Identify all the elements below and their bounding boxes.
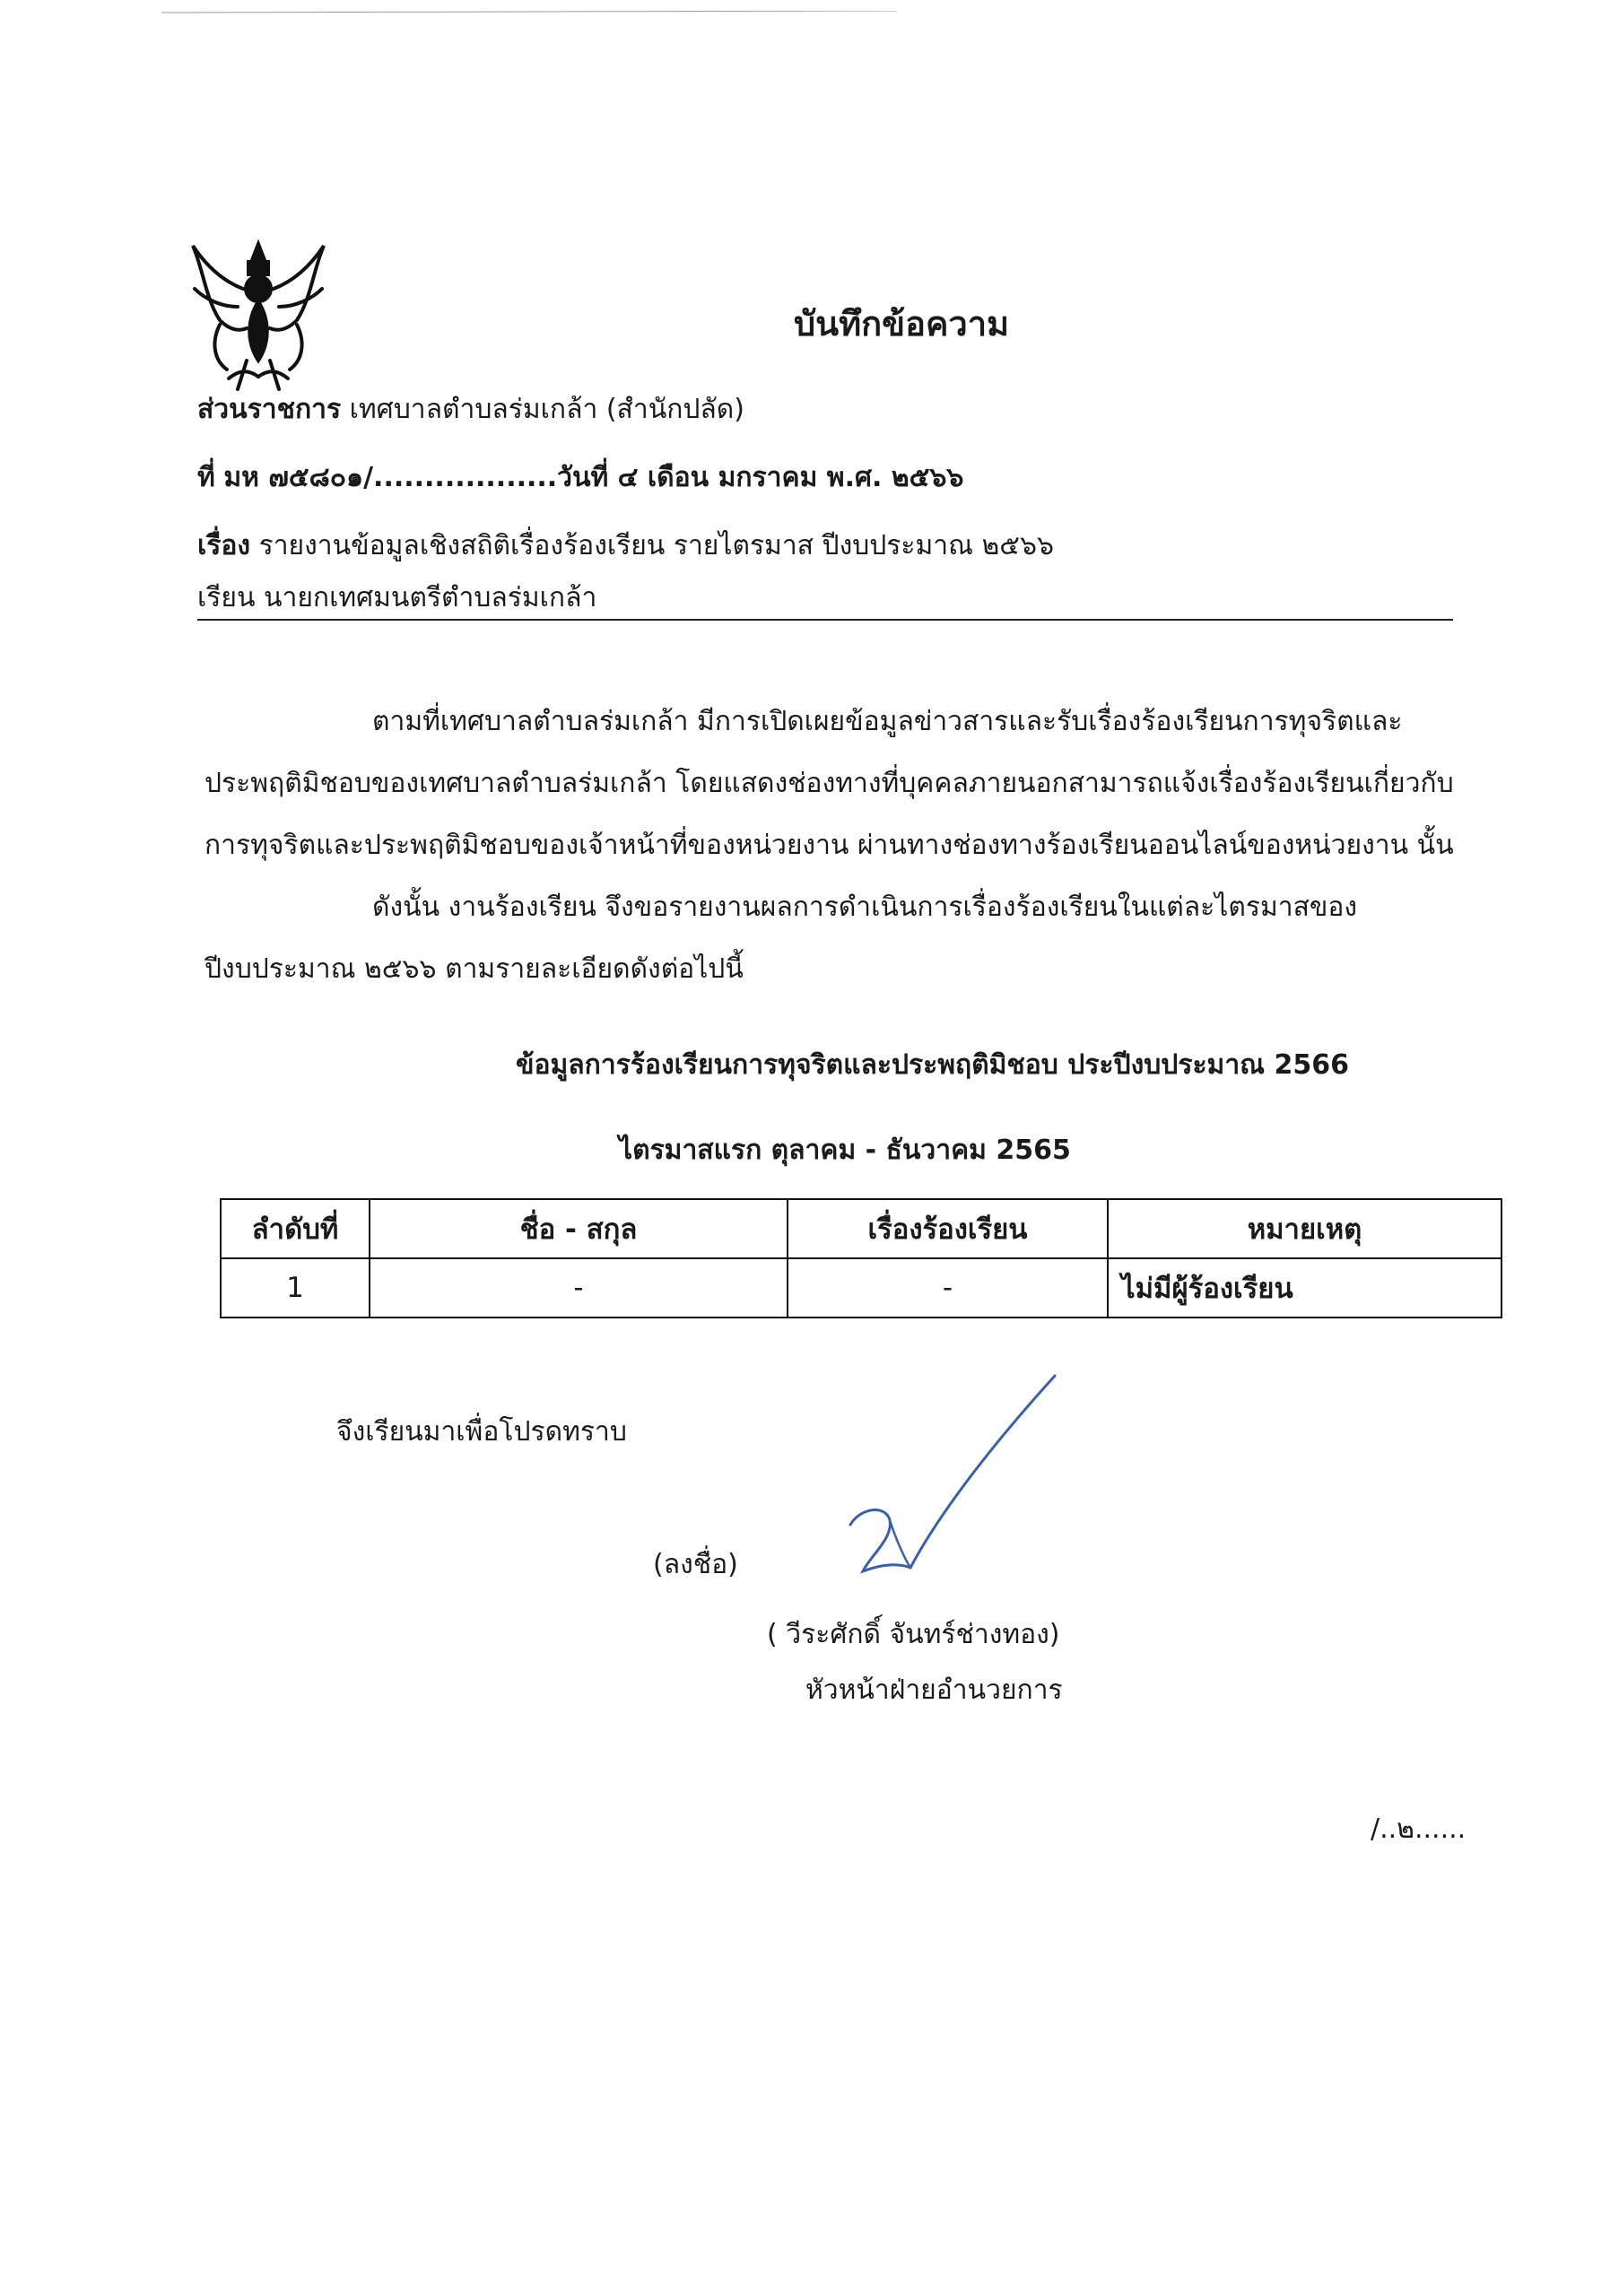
paragraph-2-line-2: ปีงบประมาณ ๒๕๖๖ ตามรายละเอียดดังต่อไปนี้ (205, 953, 744, 985)
table-header-row (221, 1199, 1501, 1258)
cell-order: 1 (221, 1258, 370, 1318)
agency-label: ส่วนราชการ (197, 394, 342, 425)
report-heading: ข้อมูลการร้องเรียนการทุจริตและประพฤติมิชอบ ประปีงบประมาณ 2566 (516, 1049, 1349, 1081)
subject-value: รายงานข้อมูลเชิงสถิติเรื่องร้องเรียน รายไตรมาส ปีงบประมาณ ๒๕๖๖ (258, 530, 1055, 561)
scan-edge-line (0, 0, 1619, 3)
paragraph-1-line-2: ประพฤติมิชอบของเทศบาลตำบลร่มเกล้า โดยแสดงช่องทางที่บุคคลภายนอกสามารถแจ้งเรื่องร้องเรียนเกี่ยวกับ (205, 768, 1454, 799)
closing-text: จึงเรียนมาเพื่อโปรดทราบ (336, 1416, 627, 1448)
reference-label: ที่ (197, 462, 215, 493)
header-remark: หมายเหตุ (1108, 1199, 1501, 1258)
subject-line (197, 530, 1055, 561)
paragraph-1-line-3: การทุจริตและประพฤติมิชอบของเจ้าหน้าที่ของหน่วยงาน ผ่านทางช่องทางร้องเรียนออนไลน์ของหน่วยงาน นั้น (205, 830, 1454, 861)
page-continuation-marker: /..๒...... (1371, 1813, 1467, 1845)
header-order: ลำดับที่ (221, 1199, 370, 1258)
sign-label: (ลงชื่อ) (653, 1549, 738, 1580)
signer-name: ( วีระศักดิ์ จันทร์ช่างทอง) (767, 1619, 1060, 1650)
addressee-line: เรียน นายกเทศมนตรีตำบลร่มเกล้า (197, 582, 597, 613)
agency-value: เทศบาลตำบลร่มเกล้า (สำนักปลัด) (349, 394, 744, 425)
header-complaint: เรื่องร้องเรียน (788, 1199, 1108, 1258)
table-row (221, 1258, 1501, 1318)
cell-remark: ไม่มีผู้ร้องเรียน (1108, 1258, 1501, 1318)
document-title: บันทึกข้อความ (794, 304, 1010, 344)
paragraph-1-line-1: ตามที่เทศบาลตำบลร่มเกล้า มีการเปิดเผยข้อมูลข่าวสารและรับเรื่องร้องเรียนการทุจริตและ (372, 706, 1403, 737)
reference-line (197, 462, 964, 493)
header-name: ชื่อ - สกุล (370, 1199, 788, 1258)
report-subheading: ไตรมาสแรก ตุลาคม - ธันวาคม 2565 (619, 1135, 1071, 1166)
paragraph-2-line-1: ดังนั้น งานร้องเรียน จึงขอรายงานผลการดำเนินการเรื่องร้องเรียนในแต่ละไตรมาสของ (372, 891, 1358, 923)
garuda-emblem-icon (184, 235, 333, 395)
agency-line (197, 396, 744, 423)
cell-name: - (370, 1258, 788, 1318)
header-divider (197, 619, 1453, 621)
reference-value: มห ๗๕๘๐๑/..................วันที่ ๔ เดือน มกราคม พ.ศ. ๒๕๖๖ (223, 462, 964, 493)
cell-complaint: - (788, 1258, 1108, 1318)
complaints-table (220, 1198, 1502, 1318)
signer-title: หัวหน้าฝ่ายอำนวยการ (805, 1674, 1063, 1706)
subject-label: เรื่อง (197, 530, 251, 561)
handwritten-signature (843, 1372, 1076, 1596)
